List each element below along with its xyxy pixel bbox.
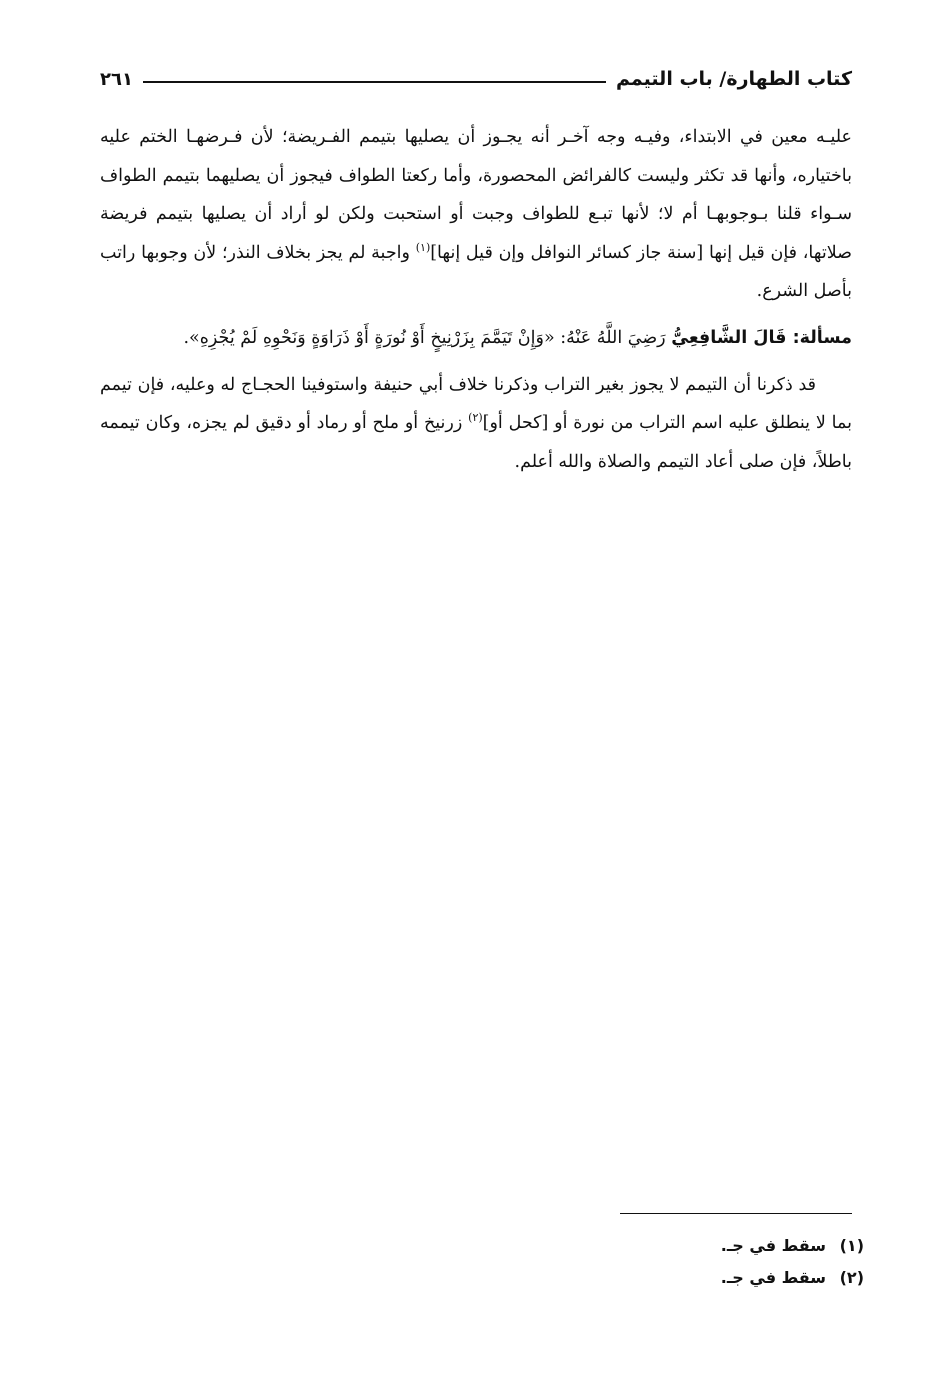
masala-paragraph xyxy=(100,319,852,358)
footnote-text: سقط في جـ. xyxy=(720,1236,826,1255)
paragraph-3-text-b: زرنيخ أو ملح أو رماد أو دقيق لم يجزه، وكان تيممه باطلاً، فإن صلى أعاد التيمم والصلاة والله أعلم. xyxy=(100,413,852,472)
header-title: كتاب الطهارة/ باب التيمم xyxy=(616,68,852,90)
masala-label: مسألة: قَالَ الشَّافِعِيُّ xyxy=(671,327,852,348)
footnote-ref-1: (١) xyxy=(415,240,431,254)
footnotes xyxy=(500,1230,864,1294)
header-rule xyxy=(143,81,606,83)
footnote-number: (١) xyxy=(839,1236,864,1255)
paragraph-gap xyxy=(100,311,852,319)
masala-text: رَضِيَ اللَّهُ عَنْهُ: «وَإِنْ تَيَمَّمَ بِزَرْنِيخٍ أَوْ نُورَةٍ أَوْ ذَرَاوَةٍ وَنَحْوِهِ لَمْ يُجْزِهِ». xyxy=(183,327,672,348)
footnote-item xyxy=(500,1230,864,1262)
paragraph-3 xyxy=(100,366,852,482)
footnote-item xyxy=(500,1262,864,1294)
footnote-number: (٢) xyxy=(839,1268,864,1287)
footnote-text: سقط في جـ. xyxy=(720,1268,826,1287)
paragraph-1-text: عليـه معين في الابتداء، وفيـه وجه آخـر أنه يجـوز أن يصليها بتيمم الفـريضة؛ لأن فـرضهـا الختم عليه باختياره، وأنها قد تكثر وليست كالفرائض المحصورة، وأما ركعتا الطواف فيجوز أن يصليهما بتيمم الطواف سـواء قلنا بـوجوبهـا أم لا؛ لأنها تبـع للطواف وجبت أو استحبت ولكن لو أراد أن يصليها بتيمم فريضة صلاتها، فإن قيل إنها [سنة جاز كسائر النوافل وإن قيل إنها] xyxy=(100,127,852,263)
paragraph-gap xyxy=(100,358,852,366)
paragraph-3-text-a: قد ذكرنا أن التيمم لا يجوز بغير التراب وذكرنا خلاف أبي حنيفة واستوفينا الحجـاج له وعليه، فإن تيمم بما لا ينطلق عليه اسم التراب من نورة أو [كحل أو] xyxy=(100,374,853,434)
footnote-rule xyxy=(620,1213,852,1214)
paragraph-1-tail: واجبة لم يجز بخلاف النذر؛ لأن وجوبها راتب بأصل الشرع. xyxy=(100,242,852,302)
paragraph-1 xyxy=(100,118,852,311)
body-text xyxy=(100,118,852,481)
running-header xyxy=(100,62,852,96)
footnote-ref-2: (٢) xyxy=(468,411,483,425)
page-number: ٢٦١ xyxy=(100,68,133,90)
